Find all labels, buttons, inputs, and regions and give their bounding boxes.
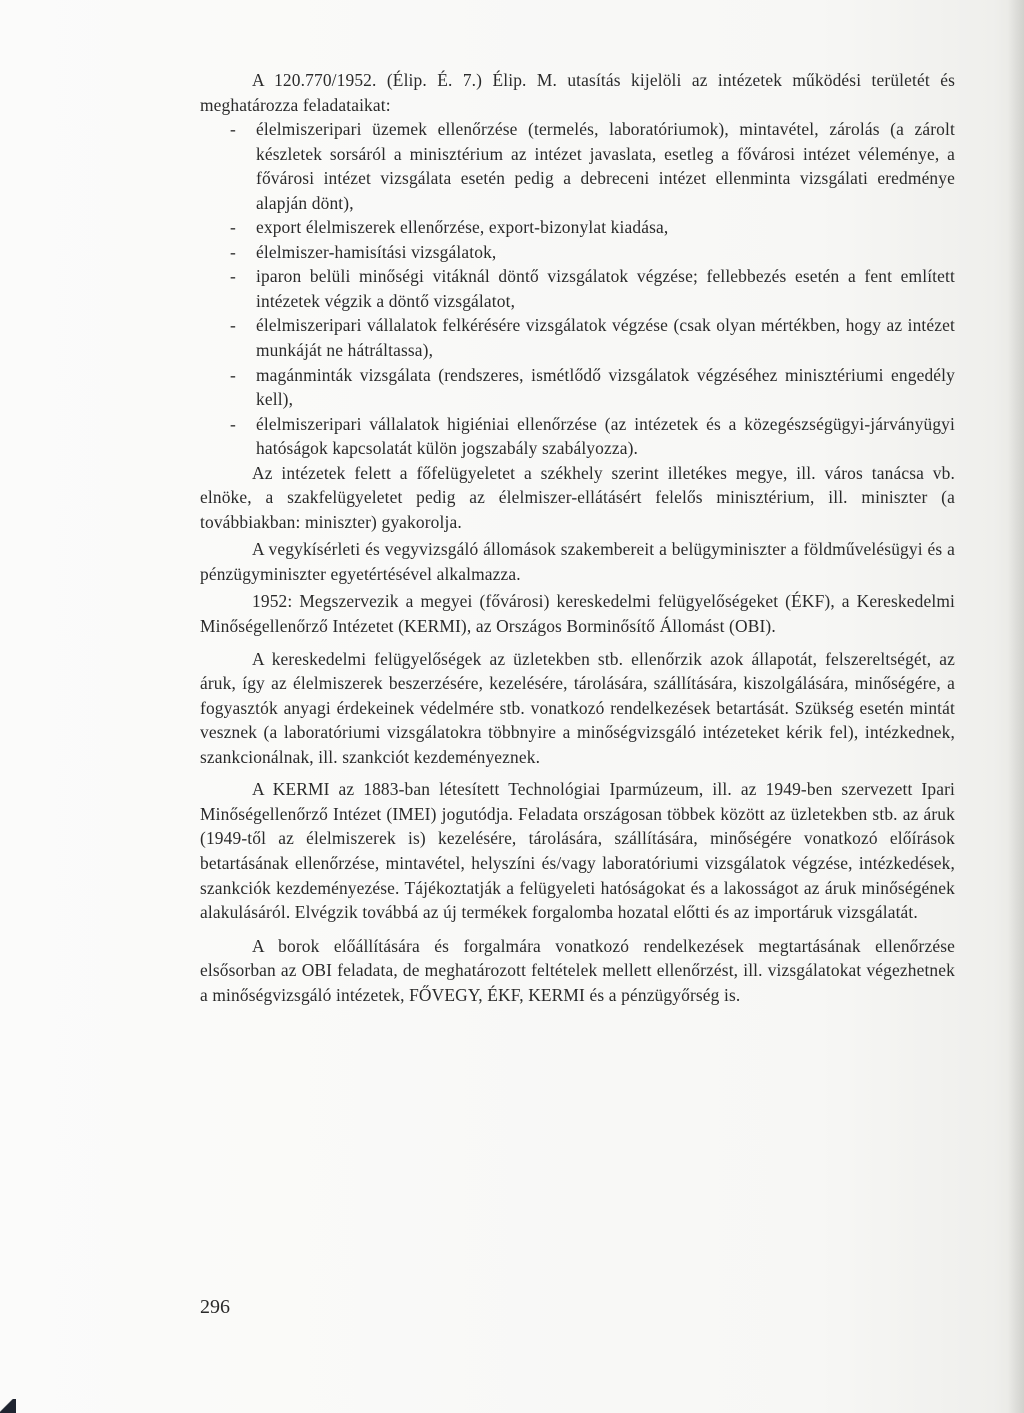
page-number: 296 <box>200 1296 230 1318</box>
intro-paragraph: A 120.770/1952. (Élip. É. 7.) Élip. M. utasítás kijelöli az intézetek működési területét és meghatározza feladataikat: <box>200 70 955 115</box>
paragraph-kermi: A KERMI az 1883-ban létesített Technológiai Iparmúzeum, ill. az 1949-ben szervezett Ipari Minőségellenőrző Intézet (IMEI) jogutódja. Feladata országosan többek között az üzletekben stb. az áruk (1949-től az élelmiszerek is) kezelésére, tárolására, szállítására, minőségére vonatkozó előírások betartásának ellenőrzése, mintavétel, helyszíni és/vagy laboratóriumi vizsgálatok végzése, intézkedések, szankciók kezdeményezése. Tájékoztatják a felügyeleti hatóságokat és a lakosságot az áruk minőségének alakulásáról. Elvégzik továbbá az új termékek forgalomba hozatal előtti és az importáruk vizsgálatát. <box>200 779 955 923</box>
list-item-text: élelmiszeripari vállalatok higiéniai ellenőrzése (az intézetek és a közegészségügyi-járványügyi hatóságok kapcsolatát külön jogszabály szabályozza). <box>256 413 955 459</box>
task-list <box>200 117 955 461</box>
paragraph-supervision: Az intézetek felett a főfelügyeletet a székhely szerint illetékes megye, ill. város tanácsa vb. elnöke, a szakfelügyeletet pedig az élelmiszer-ellátásért felelős minisztérium, ill. miniszter (a továbbiakban: miniszter) gyakorolja. <box>200 462 955 532</box>
paragraph-chemical-stations: A vegykísérleti és vegyvizsgáló állomások szakembereit a belügyminiszter a földművelésügyi és a pénzügyminiszter egyetértésével alkalmazza. <box>200 539 955 584</box>
body-text <box>200 68 955 1007</box>
list-item-text: élelmiszeripari üzemek ellenőrzése (termelés, laboratóriumok), mintavétel, zárolás (a zárolt készletek sorsáról a minisztérium az intézet javaslata, esetleg a fővárosi intézet véleménye, a fővárosi intézet vizsgálata esetén pedig a debreceni intézet ellenminta vizsgálati eredménye alapján dönt), <box>256 119 955 213</box>
list-item-text: magánminták vizsgálata (rendszeres, ismétlődő vizsgálatok végzéséhez minisztériumi engedély kell), <box>256 364 955 410</box>
list-dash: - <box>230 119 236 140</box>
list-dash: - <box>230 266 236 287</box>
list-item-text: élelmiszer-hamisítási vizsgálatok, <box>256 241 497 262</box>
list-item <box>200 412 955 461</box>
list-dash: - <box>230 241 236 262</box>
list-dash: - <box>230 315 236 336</box>
list-dash: - <box>230 364 236 385</box>
list-item-text: élelmiszeripari vállalatok felkérésére vizsgálatok végzése (csak olyan mértékben, hogy az intézet munkáját ne hátráltassa), <box>256 315 955 361</box>
page-edge-shadow <box>1008 0 1024 1413</box>
list-item <box>200 215 955 240</box>
list-item <box>200 313 955 362</box>
scan-corner-mark <box>0 1399 16 1413</box>
list-dash: - <box>230 413 236 434</box>
list-item <box>200 264 955 313</box>
paragraph-commercial-inspectorates: A kereskedelmi felügyelőségek az üzletekben stb. ellenőrzik azok állapotát, felszereltségét, az áruk, így az élelmiszerek beszerzésére, kezelésére, tárolására, szállítására, kiszolgálására, minőségére, a fogyasztók anyagi érdekeinek védelmére stb. vonatkozó rendelkezések betartását. Szükség esetén mintát vesznek (a laboratóriumi vizsgálatokra többnyire a minőségvizsgáló intézeteket kérik fel), intézkednek, szankcionálnak, ill. szankciót kezdeményeznek. <box>200 648 955 767</box>
list-item <box>200 363 955 412</box>
list-item-text: export élelmiszerek ellenőrzése, export-bizonylat kiadása, <box>256 217 669 238</box>
list-dash: - <box>230 217 236 238</box>
paragraph-1952: 1952: Megszervezik a megyei (fővárosi) kereskedelmi felügyelőségeket (ÉKF), a Kereskedelmi Minőségellenőrző Intézetet (KERMI), az Országos Borminősítő Állomást (OBI). <box>200 591 955 637</box>
list-item-text: iparon belüli minőségi vitáknál döntő vizsgálatok végzése; fellebbezés esetén a fent említett intézetek végzik a döntő vizsgálatot, <box>256 266 955 311</box>
list-item <box>200 117 955 215</box>
list-item <box>200 240 955 265</box>
paragraph-wine: A borok előállítására és forgalmára vonatkozó rendelkezések megtartásának ellenőrzése elsősorban az OBI feladata, de meghatározott feltételek mellett ellenőrzést, ill. vizsgálatokat végezhetnek a minőségvizsgáló intézetek, FŐVEGY, ÉKF, KERMI és a pénzügyőrség is. <box>200 935 955 1005</box>
